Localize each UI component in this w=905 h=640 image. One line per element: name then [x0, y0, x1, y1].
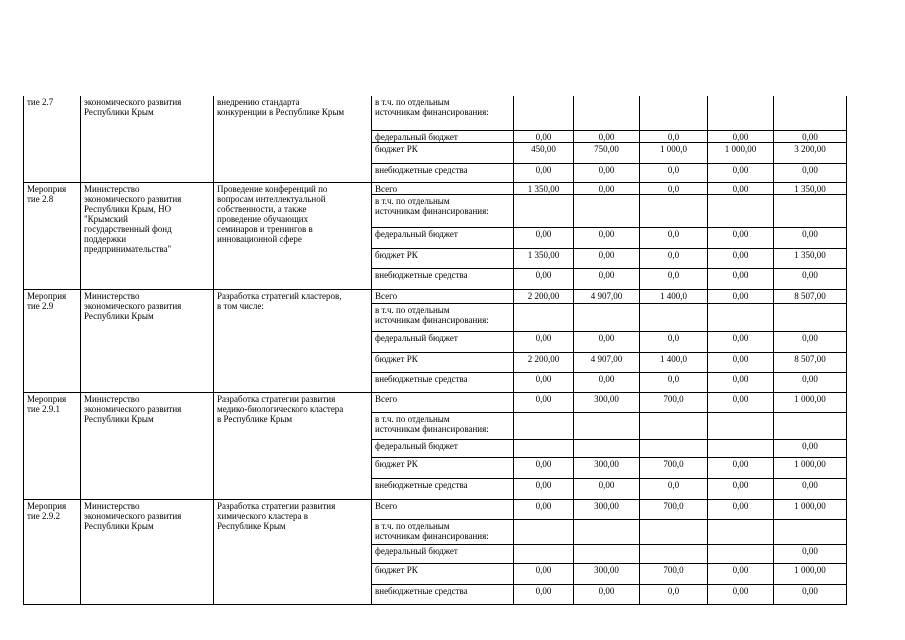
- amount-cell: 0,00: [708, 392, 774, 412]
- funding-source-label: Всего: [372, 182, 514, 194]
- amount-cell: 0,0: [640, 478, 708, 499]
- amount-cell: [640, 519, 708, 544]
- amount-cell: 0,00: [708, 130, 774, 142]
- activity-title: Проведение конференций по вопросам интеллектуальной собственности, а также проведение обучающих семинаров и тренингов в инновационной сфере: [214, 182, 372, 289]
- amount-cell: 0,00: [774, 439, 847, 457]
- amount-cell: 0,00: [708, 563, 774, 584]
- responsible-org: экономического развития Республики Крым: [81, 96, 214, 182]
- amount-cell: 0,00: [774, 584, 847, 604]
- amount-cell: [574, 96, 640, 130]
- amount-cell: 1 000,00: [774, 392, 847, 412]
- amount-cell: 1 000,0: [640, 142, 708, 163]
- amount-cell: 0,00: [514, 478, 574, 499]
- amount-cell: 0,00: [774, 268, 847, 289]
- amount-cell: 300,00: [574, 392, 640, 412]
- amount-cell: [640, 194, 708, 227]
- table-row: [24, 289, 847, 303]
- amount-cell: [574, 544, 640, 563]
- amount-cell: 700,0: [640, 499, 708, 519]
- amount-cell: 0,00: [708, 227, 774, 248]
- amount-cell: 0,00: [574, 182, 640, 194]
- amount-cell: 1 350,00: [774, 182, 847, 194]
- amount-cell: 1 000,00: [774, 563, 847, 584]
- amount-cell: 0,0: [640, 227, 708, 248]
- amount-cell: 1 400,0: [640, 289, 708, 303]
- amount-cell: 0,00: [574, 372, 640, 392]
- amount-cell: 1 350,00: [514, 182, 574, 194]
- amount-cell: [708, 303, 774, 331]
- amount-cell: 0,00: [774, 130, 847, 142]
- amount-cell: 0,00: [708, 372, 774, 392]
- amount-cell: 0,00: [514, 457, 574, 478]
- funding-source-label: внебюджетные средства: [372, 163, 514, 182]
- activity-id: Мероприя тие 2.9.2: [24, 499, 81, 604]
- amount-cell: [774, 96, 847, 130]
- amount-cell: 0,00: [774, 331, 847, 352]
- amount-cell: 0,0: [640, 182, 708, 194]
- funding-source-label: в т.ч. по отдельным источникам финансирования:: [372, 412, 514, 439]
- amount-cell: [514, 194, 574, 227]
- amount-cell: 0,00: [774, 163, 847, 182]
- amount-cell: 700,0: [640, 392, 708, 412]
- funding-source-label: внебюджетные средства: [372, 584, 514, 604]
- amount-cell: 0,0: [640, 331, 708, 352]
- responsible-org: Министерство экономического развития Республики Крым: [81, 392, 214, 499]
- amount-cell: 0,00: [708, 352, 774, 372]
- amount-cell: 300,00: [574, 499, 640, 519]
- activity-title: Разработка стратегии развития медико-биологического кластера в Республике Крым: [214, 392, 372, 499]
- amount-cell: [708, 96, 774, 130]
- table-row: [24, 182, 847, 194]
- activity-id: Мероприя тие 2.8: [24, 182, 81, 289]
- funding-source-label: бюджет РК: [372, 563, 514, 584]
- amount-cell: 300,00: [574, 457, 640, 478]
- amount-cell: 0,00: [574, 331, 640, 352]
- amount-cell: 0,00: [514, 392, 574, 412]
- amount-cell: 450,00: [514, 142, 574, 163]
- amount-cell: 0,0: [640, 163, 708, 182]
- funding-source-label: в т.ч. по отдельным источникам финансирования:: [372, 194, 514, 227]
- amount-cell: 0,00: [708, 584, 774, 604]
- activity-title: внедрению стандарта конкуренции в Республике Крым: [214, 96, 372, 182]
- amount-cell: 1 000,00: [774, 457, 847, 478]
- amount-cell: [574, 412, 640, 439]
- amount-cell: [774, 519, 847, 544]
- amount-cell: [708, 439, 774, 457]
- amount-cell: [708, 412, 774, 439]
- funding-source-label: Всего: [372, 289, 514, 303]
- amount-cell: 0,00: [574, 130, 640, 142]
- amount-cell: 0,0: [640, 130, 708, 142]
- funding-source-label: федеральный бюджет: [372, 439, 514, 457]
- amount-cell: [774, 303, 847, 331]
- table-row: [24, 96, 847, 130]
- activity-id: тие 2.7: [24, 96, 81, 182]
- funding-source-label: внебюджетные средства: [372, 268, 514, 289]
- funding-source-label: федеральный бюджет: [372, 130, 514, 142]
- table-row: [24, 499, 847, 519]
- amount-cell: 1 000,00: [774, 499, 847, 519]
- amount-cell: 0,00: [774, 544, 847, 563]
- funding-source-label: в т.ч. по отдельным источникам финансирования:: [372, 519, 514, 544]
- amount-cell: [774, 412, 847, 439]
- amount-cell: 0,00: [514, 499, 574, 519]
- amount-cell: [514, 439, 574, 457]
- amount-cell: 0,00: [574, 584, 640, 604]
- amount-cell: 0,0: [640, 268, 708, 289]
- amount-cell: [574, 194, 640, 227]
- amount-cell: 0,00: [774, 227, 847, 248]
- amount-cell: 0,00: [708, 182, 774, 194]
- amount-cell: 4 907,00: [574, 352, 640, 372]
- funding-source-label: бюджет РК: [372, 352, 514, 372]
- amount-cell: 0,00: [708, 478, 774, 499]
- amount-cell: 8 507,00: [774, 289, 847, 303]
- amount-cell: 750,00: [574, 142, 640, 163]
- funding-source-label: федеральный бюджет: [372, 331, 514, 352]
- funding-source-label: бюджет РК: [372, 142, 514, 163]
- funding-source-label: Всего: [372, 499, 514, 519]
- activity-id: Мероприя тие 2.9.1: [24, 392, 81, 499]
- amount-cell: 2 200,00: [514, 289, 574, 303]
- amount-cell: 1 000,00: [708, 142, 774, 163]
- amount-cell: 0,00: [708, 457, 774, 478]
- amount-cell: 3 200,00: [774, 142, 847, 163]
- amount-cell: 0,00: [574, 248, 640, 268]
- funding-source-label: федеральный бюджет: [372, 544, 514, 563]
- amount-cell: 4 907,00: [574, 289, 640, 303]
- amount-cell: [514, 544, 574, 563]
- funding-source-label: бюджет РК: [372, 457, 514, 478]
- amount-cell: 0,00: [514, 227, 574, 248]
- amount-cell: [640, 439, 708, 457]
- amount-cell: 0,00: [774, 372, 847, 392]
- amount-cell: [574, 303, 640, 331]
- funding-source-label: федеральный бюджет: [372, 227, 514, 248]
- amount-cell: [708, 544, 774, 563]
- amount-cell: [640, 303, 708, 331]
- funding-source-label: в т.ч. по отдельным источникам финансирования:: [372, 303, 514, 331]
- amount-cell: 0,00: [514, 331, 574, 352]
- amount-cell: 0,00: [708, 163, 774, 182]
- amount-cell: 0,00: [574, 268, 640, 289]
- funding-source-label: бюджет РК: [372, 248, 514, 268]
- amount-cell: 700,0: [640, 457, 708, 478]
- responsible-org: Министерство экономического развития Республики Крым, НО "Крымский государственный фонд поддержки предпринимательства": [81, 182, 214, 289]
- amount-cell: [514, 96, 574, 130]
- amount-cell: 0,00: [708, 331, 774, 352]
- amount-cell: 0,00: [514, 372, 574, 392]
- funding-source-label: внебюджетные средства: [372, 478, 514, 499]
- table-row: [24, 392, 847, 412]
- activity-title: Разработка стратегий кластеров, в том числе:: [214, 289, 372, 392]
- amount-cell: [514, 303, 574, 331]
- responsible-org: Министерство экономического развития Республики Крым: [81, 289, 214, 392]
- amount-cell: 0,00: [514, 563, 574, 584]
- amount-cell: 0,00: [514, 268, 574, 289]
- funding-source-label: в т.ч. по отдельным источникам финансирования:: [372, 96, 514, 130]
- amount-cell: [640, 412, 708, 439]
- amount-cell: 0,00: [514, 584, 574, 604]
- table-body: [24, 96, 847, 604]
- amount-cell: 0,0: [640, 584, 708, 604]
- amount-cell: 0,00: [708, 248, 774, 268]
- amount-cell: [774, 194, 847, 227]
- amount-cell: 0,00: [708, 289, 774, 303]
- amount-cell: 1 400,0: [640, 352, 708, 372]
- amount-cell: 0,00: [514, 130, 574, 142]
- amount-cell: [514, 519, 574, 544]
- amount-cell: [708, 194, 774, 227]
- amount-cell: 0,00: [574, 163, 640, 182]
- amount-cell: 0,00: [708, 268, 774, 289]
- amount-cell: [574, 439, 640, 457]
- amount-cell: [574, 519, 640, 544]
- budget-table: [23, 96, 847, 605]
- amount-cell: [514, 412, 574, 439]
- amount-cell: 0,0: [640, 372, 708, 392]
- amount-cell: 700,0: [640, 563, 708, 584]
- funding-source-label: внебюджетные средства: [372, 372, 514, 392]
- responsible-org: Министерство экономического развития Республики Крым: [81, 499, 214, 604]
- amount-cell: 2 200,00: [514, 352, 574, 372]
- amount-cell: 0,00: [514, 163, 574, 182]
- activity-title: Разработка стратегии развития химического кластера в Республике Крым: [214, 499, 372, 604]
- amount-cell: [708, 519, 774, 544]
- amount-cell: 8 507,00: [774, 352, 847, 372]
- amount-cell: 1 350,00: [774, 248, 847, 268]
- amount-cell: 0,00: [708, 499, 774, 519]
- amount-cell: [640, 544, 708, 563]
- funding-source-label: Всего: [372, 392, 514, 412]
- activity-id: Мероприя тие 2.9: [24, 289, 81, 392]
- amount-cell: 1 350,00: [514, 248, 574, 268]
- amount-cell: 0,00: [574, 478, 640, 499]
- amount-cell: 0,0: [640, 248, 708, 268]
- amount-cell: 0,00: [574, 227, 640, 248]
- amount-cell: 0,00: [774, 478, 847, 499]
- amount-cell: [640, 96, 708, 130]
- amount-cell: 300,00: [574, 563, 640, 584]
